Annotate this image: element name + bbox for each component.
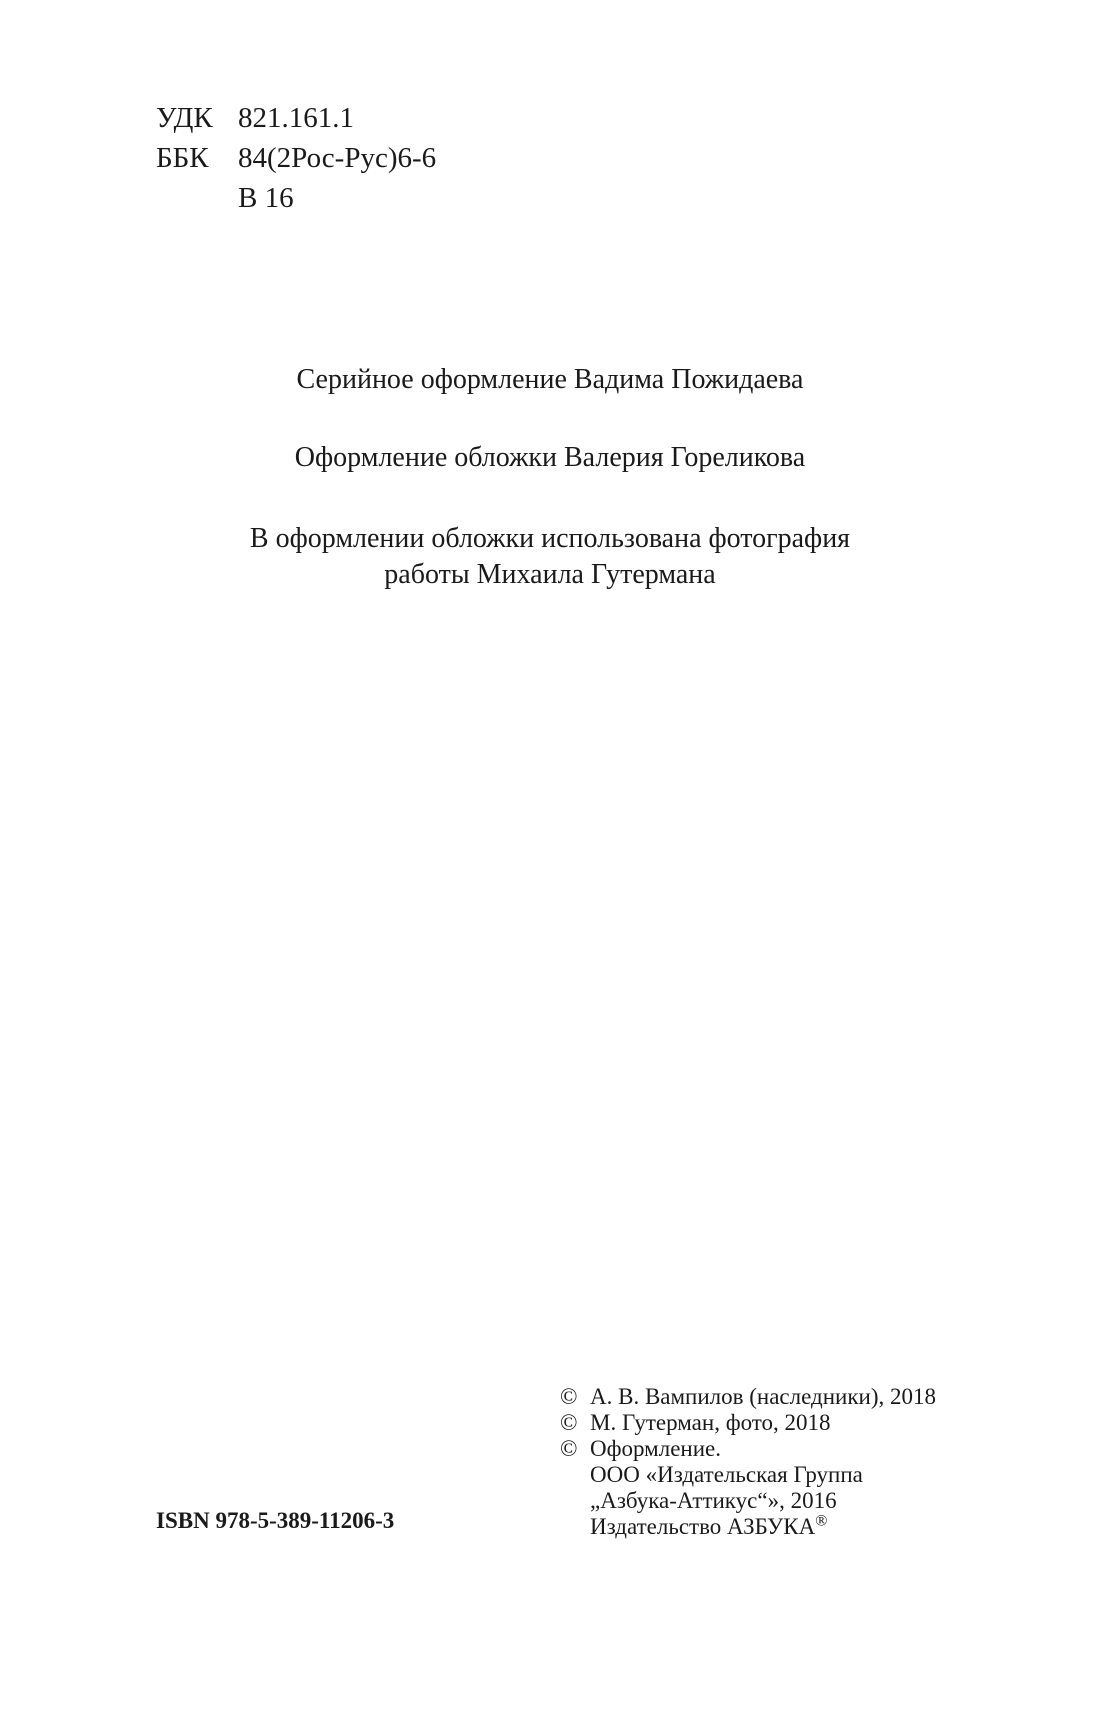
series-design-credit: Серийное оформление Вадима Пожидаева <box>296 364 804 395</box>
copyright-symbol: © <box>560 1410 578 1435</box>
imprint-name: Издательство АЗБУКА <box>590 1514 816 1539</box>
copyright-line <box>560 1384 936 1410</box>
classification-block <box>156 98 436 218</box>
copyright-design: Оформление. <box>590 1436 721 1461</box>
copyright-photo: М. Гутерман, фото, 2018 <box>590 1410 831 1435</box>
cover-photo-credit <box>0 521 1100 593</box>
udk-row <box>156 98 436 138</box>
copyright-publisher-group: ООО «Издательская Группа <box>590 1462 863 1487</box>
copyright-line <box>560 1436 936 1462</box>
udk-value: 821.161.1 <box>238 102 354 134</box>
registered-mark: ® <box>815 1512 828 1530</box>
isbn: ISBN 978-5-389-11206-3 <box>156 1508 395 1533</box>
bbk-value: 84(2Рос-Рус)6-6 <box>238 142 437 174</box>
copyright-author: А. В. Вампилов (наследники), 2018 <box>590 1384 936 1409</box>
author-mark-label <box>156 178 238 218</box>
cover-photo-credit-line2: работы Михаила Гутермана <box>384 559 716 590</box>
copyright-symbol: © <box>560 1436 578 1461</box>
bbk-label: ББК <box>156 142 209 174</box>
cover-photo-credit-line1: В оформлении обложки использована фотография <box>249 523 851 554</box>
copyright-line <box>560 1410 936 1436</box>
bbk-row <box>156 138 436 178</box>
author-mark-row <box>156 178 436 218</box>
udk-label: УДК <box>156 102 213 134</box>
cover-design-credit: Оформление обложки Валерия Гореликова <box>294 442 806 473</box>
copyright-publisher-name: „Азбука-Аттикус“», 2016 <box>590 1488 837 1513</box>
copyright-imprint <box>560 1514 936 1540</box>
author-mark-value: В 16 <box>238 182 294 214</box>
copyright-symbol: © <box>560 1384 578 1409</box>
copyright-block <box>560 1384 936 1540</box>
